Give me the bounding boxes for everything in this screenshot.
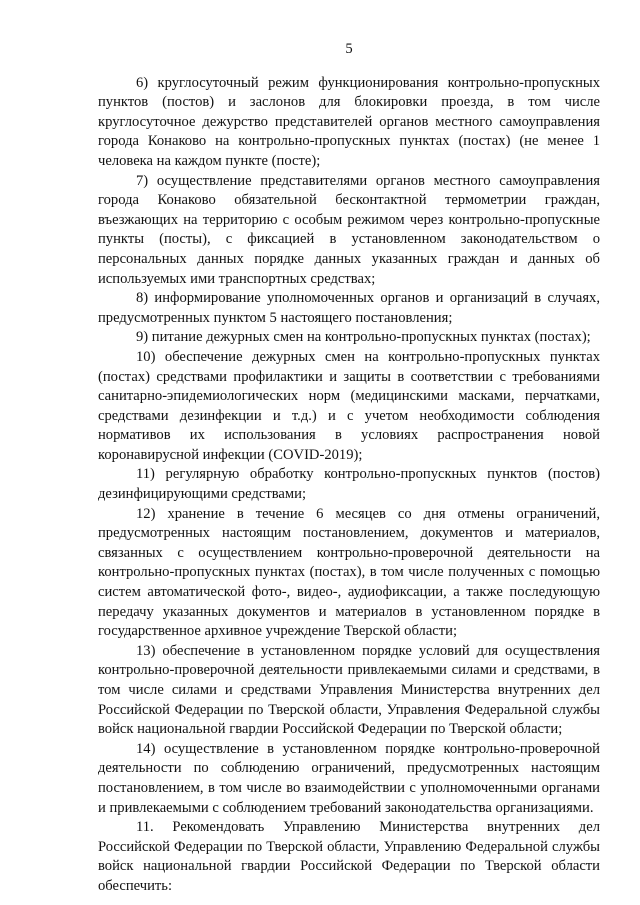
paragraph-item-8: 8) информирование уполномоченных органов и организаций в случаях, предусмотренных пунктом 5 настоящего постановления;: [98, 290, 600, 326]
paragraph-item-9: 9) питание дежурных смен на контрольно-пропускных пунктах (постах);: [136, 329, 591, 346]
paragraph-item-11: 11) регулярную обработку контрольно-пропускных пунктов (постов) дезинфицирующими средствами;: [98, 466, 600, 503]
paragraph-item-14: 14) осуществление в установленном порядке контрольно-проверочной деятельности по соблюдению ограничений, предусмотренных настоящим постановлением, в том числе во взаимодействии с уполномоченными органами и привлекаемыми с соблюдением требований законодательства организациями.: [98, 740, 600, 816]
paragraph-item-6: 6) круглосуточный режим функционирования контрольно-пропускных пунктов (постов) и заслонов для блокировки проезда, в том числе круглосуточное дежурство представителей органов местного самоуправления города Конаково на контрольно-пропускных пунктах (постах) (не менее 1 человека на каждом пункте (посте);: [98, 74, 600, 169]
paragraph-item-10: 10) обеспечение дежурных смен на контрольно-пропускных пунктах (постах) средствами профилактики и защиты в соответствии с требованиями санитарно-эпидемиологических норм (медицинскими масками, перчатками, средствами дезинфекции и т.д.) и с учетом необходимости соблюдения нормативов их использования в условиях распространения новой коронавирусной инфекции (COVID-2019);: [98, 348, 600, 463]
document-page: [98, 40, 600, 897]
paragraph-item-12: 12) хранение в течение 6 месяцев со дня отмены ограничений, предусмотренных настоящим постановлением, документов и материалов, связанных с осуществлением контрольно-проверочной деятельности на контрольно-пропускных пунктах (постах), в том числе полученных с помощью систем автоматической фото-, видео-, аудиофиксации, а также последующую передачу указанных документов и материалов в установленном порядке в государственное архивное учреждение Тверской области;: [98, 505, 600, 640]
page-number: 5: [345, 41, 353, 57]
paragraph-section-11: 11. Рекомендовать Управлению Министерства внутренних дел Российской Федерации по Тверской области, Управлению Федеральной службы войск национальной гвардии Российской Федерации по Тверской области обеспечить:: [98, 819, 600, 894]
paragraph-item-7: 7) осуществление представителями органов местного самоуправления города Конаково обязательной бесконтактной термометрии граждан, въезжающих на территорию с особым режимом через контрольно-пропускные пункты (посты), с фиксацией в установленном законодательством о персональных данных порядке данных указанных граждан и данных об используемых ими транспортных средствах;: [98, 172, 600, 287]
paragraph-item-13: 13) обеспечение в установленном порядке условий для осуществления контрольно-проверочной деятельности привлекаемыми силами и средствами, в том числе силами и средствами Управления Министерства внутренних дел Российской Федерации по Тверской области, Управления Федеральной службы войск национальной гвардии Российской Федерации по Тверской области;: [98, 642, 600, 738]
